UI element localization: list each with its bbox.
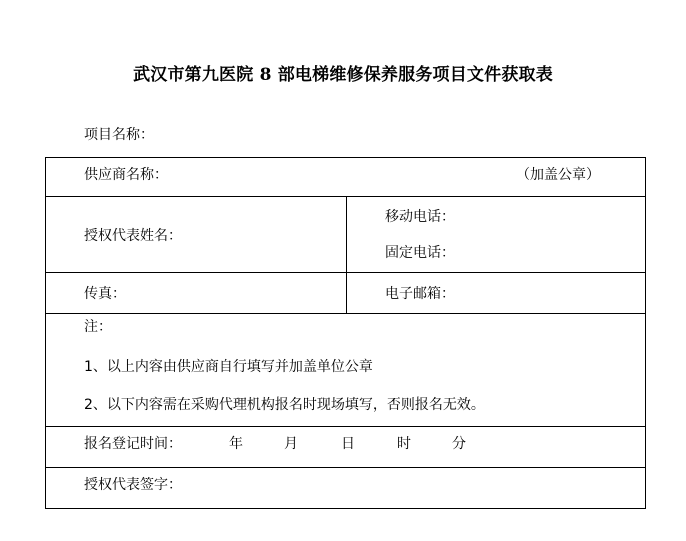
email-label: 电子邮箱： — [385, 286, 455, 302]
project-name-label: 项目名称： — [84, 127, 154, 143]
minute-unit: 分 — [452, 436, 466, 452]
signature-label: 授权代表签字： — [84, 477, 182, 493]
registration-form-table — [45, 157, 646, 509]
hour-unit: 时 — [397, 436, 411, 452]
fax-email-row — [46, 273, 646, 314]
note-title: 注： — [84, 319, 112, 335]
fax-label: 传真： — [84, 286, 126, 302]
registration-time-cell[interactable] — [46, 427, 646, 468]
document-title: 武汉市第九医院 8 部电梯维修保养服务项目文件获取表 — [133, 65, 553, 85]
phone-cell[interactable] — [347, 197, 646, 273]
year-unit: 年 — [229, 436, 243, 452]
supplier-name-label: 供应商名称： — [84, 167, 168, 183]
rep-name-label: 授权代表姓名： — [84, 227, 182, 244]
day-unit: 日 — [341, 436, 355, 452]
registration-time-row — [46, 427, 646, 468]
notes-row — [46, 314, 646, 427]
official-seal-note: （加盖公章） — [516, 167, 600, 183]
fax-cell[interactable] — [46, 273, 347, 314]
email-cell[interactable] — [347, 273, 646, 314]
note-item-2: 2、以下内容需在采购代理机构报名时现场填写，否则报名无效。 — [84, 397, 485, 413]
registration-time-label: 报名登记时间： — [84, 436, 182, 452]
note-item-1: 1、以上内容由供应商自行填写并加盖单位公章 — [84, 359, 373, 375]
mobile-phone-label: 移动电话： — [385, 208, 455, 225]
month-unit: 月 — [284, 436, 298, 452]
landline-phone-label: 固定电话： — [385, 244, 455, 261]
rep-name-cell[interactable] — [46, 197, 347, 273]
notes-cell — [46, 314, 646, 427]
signature-row — [46, 468, 646, 509]
supplier-row — [46, 158, 646, 197]
supplier-cell[interactable] — [46, 158, 646, 197]
representative-row — [46, 197, 646, 273]
signature-cell[interactable] — [46, 468, 646, 509]
